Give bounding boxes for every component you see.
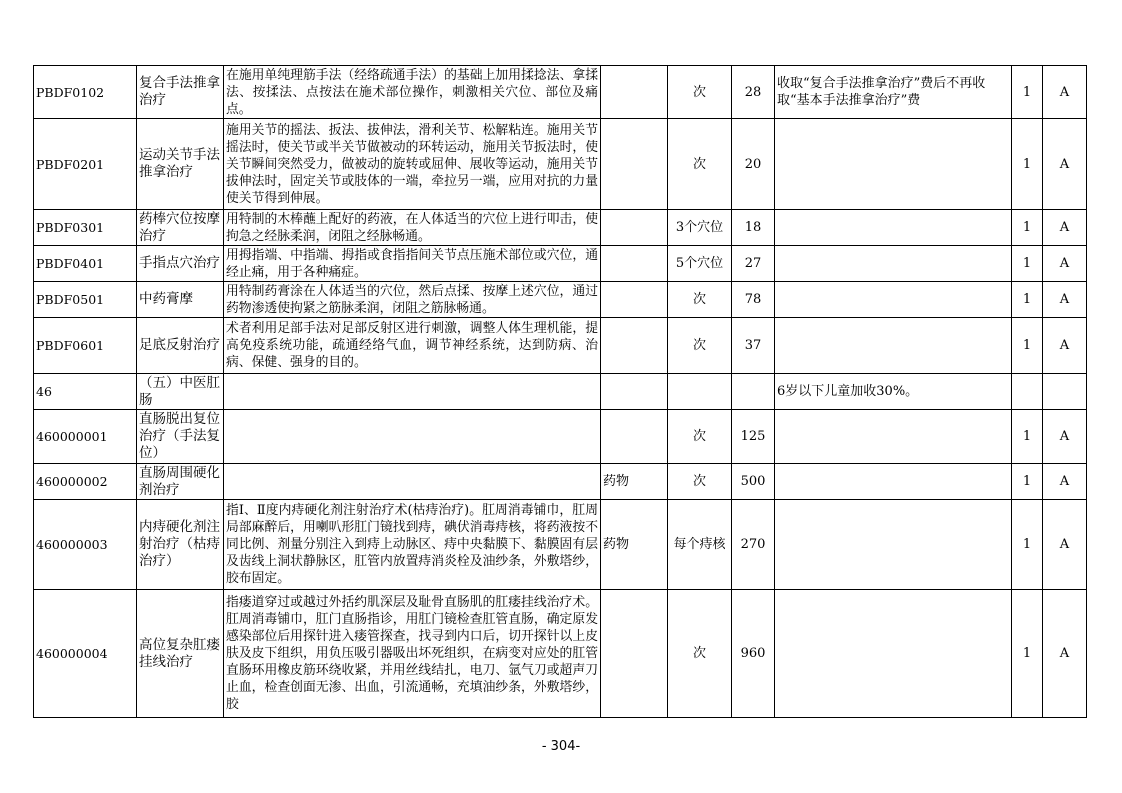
item-level: 1 — [1012, 119, 1043, 210]
item-level: 1 — [1012, 282, 1043, 318]
table-row — [34, 318, 1087, 374]
item-code: 460000001 — [34, 410, 137, 464]
item-price: 27 — [732, 246, 775, 282]
item-excluded: 药物 — [601, 464, 668, 500]
table-row — [34, 464, 1087, 500]
table-row — [34, 246, 1087, 282]
item-note — [775, 410, 1012, 464]
item-code: PBDF0102 — [34, 66, 137, 119]
item-unit: 5个穴位 — [668, 246, 732, 282]
item-name: 运动关节手法推拿治疗 — [137, 119, 224, 210]
item-excluded — [601, 374, 668, 410]
item-price: 28 — [732, 66, 775, 119]
item-description: 施用关节的摇法、扳法、拔伸法，滑利关节、松解粘连。施用关节摇法时，使关节或半关节做被动的环转运动，施用关节扳法时，使关节瞬间突然受力，做被动的旋转或屈伸、展收等运动，施用关节拔伸法时，固定关节或肢体的一端，牵拉另一端，应用对抗的力量使关节得到伸展。 — [224, 119, 601, 210]
table-row — [34, 500, 1087, 590]
item-price: 270 — [732, 500, 775, 590]
item-level: 1 — [1012, 246, 1043, 282]
table-row — [34, 590, 1087, 718]
item-level: 1 — [1012, 66, 1043, 119]
item-description — [224, 410, 601, 464]
item-note — [775, 464, 1012, 500]
item-code: 46 — [34, 374, 137, 410]
table-row — [34, 282, 1087, 318]
item-price: 125 — [732, 410, 775, 464]
item-code: PBDF0201 — [34, 119, 137, 210]
item-level: 1 — [1012, 464, 1043, 500]
item-name: 药棒穴位按摩治疗 — [137, 210, 224, 246]
item-note — [775, 500, 1012, 590]
item-excluded — [601, 318, 668, 374]
item-unit — [668, 374, 732, 410]
item-name: 直肠周围硬化剂治疗 — [137, 464, 224, 500]
table-row — [34, 410, 1087, 464]
item-name: 手指点穴治疗 — [137, 246, 224, 282]
item-code: PBDF0301 — [34, 210, 137, 246]
item-note: 收取“复合手法推拿治疗”费后不再收取“基本手法推拿治疗”费 — [775, 66, 1012, 119]
item-excluded — [601, 210, 668, 246]
item-description: 用特制的木棒蘸上配好的药液，在人体适当的穴位上进行叩击，使拘急之经脉柔润，闭阻之经脉畅通。 — [224, 210, 601, 246]
item-note — [775, 590, 1012, 718]
item-code: 460000004 — [34, 590, 137, 718]
item-note — [775, 246, 1012, 282]
item-price: 78 — [732, 282, 775, 318]
item-unit: 次 — [668, 464, 732, 500]
item-level: 1 — [1012, 318, 1043, 374]
item-class — [1043, 374, 1087, 410]
item-class: A — [1043, 119, 1087, 210]
item-level: 1 — [1012, 210, 1043, 246]
item-description: 用拇指端、中指端、拇指或食指指间关节点压施术部位或穴位，通经止痛，用于各种痛症。 — [224, 246, 601, 282]
item-class: A — [1043, 246, 1087, 282]
item-name: 足底反射治疗 — [137, 318, 224, 374]
item-description — [224, 374, 601, 410]
item-note — [775, 282, 1012, 318]
item-price — [732, 374, 775, 410]
item-name: 高位复杂肛瘘挂线治疗 — [137, 590, 224, 718]
item-name: （五）中医肛肠 — [137, 374, 224, 410]
table-row — [34, 66, 1087, 119]
item-class: A — [1043, 464, 1087, 500]
item-excluded — [601, 410, 668, 464]
item-unit: 次 — [668, 119, 732, 210]
item-unit: 次 — [668, 66, 732, 119]
item-price: 18 — [732, 210, 775, 246]
item-code: PBDF0601 — [34, 318, 137, 374]
table-row — [34, 210, 1087, 246]
item-class: A — [1043, 66, 1087, 119]
item-unit: 每个痔核 — [668, 500, 732, 590]
fee-table — [33, 65, 1087, 718]
item-note — [775, 119, 1012, 210]
item-price: 20 — [732, 119, 775, 210]
item-name: 直肠脱出复位治疗（手法复位） — [137, 410, 224, 464]
item-code: PBDF0501 — [34, 282, 137, 318]
item-unit: 3个穴位 — [668, 210, 732, 246]
item-excluded — [601, 246, 668, 282]
item-level: 1 — [1012, 590, 1043, 718]
item-unit: 次 — [668, 318, 732, 374]
item-level: 1 — [1012, 500, 1043, 590]
item-code: 460000002 — [34, 464, 137, 500]
item-code: 460000003 — [34, 500, 137, 590]
table-row — [34, 374, 1087, 410]
item-unit: 次 — [668, 282, 732, 318]
item-note: 6岁以下儿童加收30%。 — [775, 374, 1012, 410]
item-class: A — [1043, 282, 1087, 318]
table-row — [34, 119, 1087, 210]
item-description: 用特制药膏涂在人体适当的穴位，然后点揉、按摩上述穴位，通过药物渗透使拘紧之筋脉柔润，闭阻之筋脉畅通。 — [224, 282, 601, 318]
item-excluded — [601, 590, 668, 718]
item-price: 500 — [732, 464, 775, 500]
item-class: A — [1043, 410, 1087, 464]
item-excluded: 药物 — [601, 500, 668, 590]
item-description: 在施用单纯理筋手法（经络疏通手法）的基础上加用揉捻法、拿揉法、按揉法、点按法在施术部位操作，刺激相关穴位、部位及痛点。 — [224, 66, 601, 119]
item-level: 1 — [1012, 410, 1043, 464]
item-description: 术者利用足部手法对足部反射区进行刺激，调整人体生理机能，提高免疫系统功能，疏通经络气血，调节神经系统，达到防病、治病、保健、强身的目的。 — [224, 318, 601, 374]
item-name: 中药膏摩 — [137, 282, 224, 318]
item-note — [775, 210, 1012, 246]
item-description — [224, 464, 601, 500]
item-excluded — [601, 119, 668, 210]
item-level — [1012, 374, 1043, 410]
item-class: A — [1043, 210, 1087, 246]
item-code: PBDF0401 — [34, 246, 137, 282]
item-excluded — [601, 282, 668, 318]
item-price: 960 — [732, 590, 775, 718]
item-class: A — [1043, 590, 1087, 718]
item-description: 指瘘道穿过或越过外括约肌深层及耻骨直肠肌的肛瘘挂线治疗术。肛周消毒铺巾，肛门直肠指诊，用肛门镜检查肛管直肠，确定原发感染部位后用探针进入瘘管探查，找寻到内口后，切开探针以上皮肤及皮下组织，用负压吸引器吸出坏死组织，在病变对应处的肛管直肠环用橡皮筋环绕收紧，并用丝线结扎，电刀、氩气刀或超声刀止血，检查创面无渗、出血，引流通畅，充填油纱条，外敷塔纱，胶 — [224, 590, 601, 718]
item-name: 内痔硬化剂注射治疗（枯痔治疗） — [137, 500, 224, 590]
page-number: - 304- — [541, 739, 581, 754]
item-unit: 次 — [668, 590, 732, 718]
item-class: A — [1043, 318, 1087, 374]
item-name: 复合手法推拿治疗 — [137, 66, 224, 119]
item-unit: 次 — [668, 410, 732, 464]
item-excluded — [601, 66, 668, 119]
item-note — [775, 318, 1012, 374]
item-class: A — [1043, 500, 1087, 590]
item-price: 37 — [732, 318, 775, 374]
item-description: 指Ⅰ、Ⅱ度内痔硬化剂注射治疗术(枯痔治疗)。肛周消毒铺巾，肛周局部麻醉后，用喇叭形肛门镜找到痔，碘伏消毒痔核，将药液按不同比例、剂量分别注入到痔上动脉区、痔中央黏膜下、黏膜固有层及齿线上洞状静脉区，肛管内放置痔消炎栓及油纱条，外敷塔纱，胶布固定。 — [224, 500, 601, 590]
